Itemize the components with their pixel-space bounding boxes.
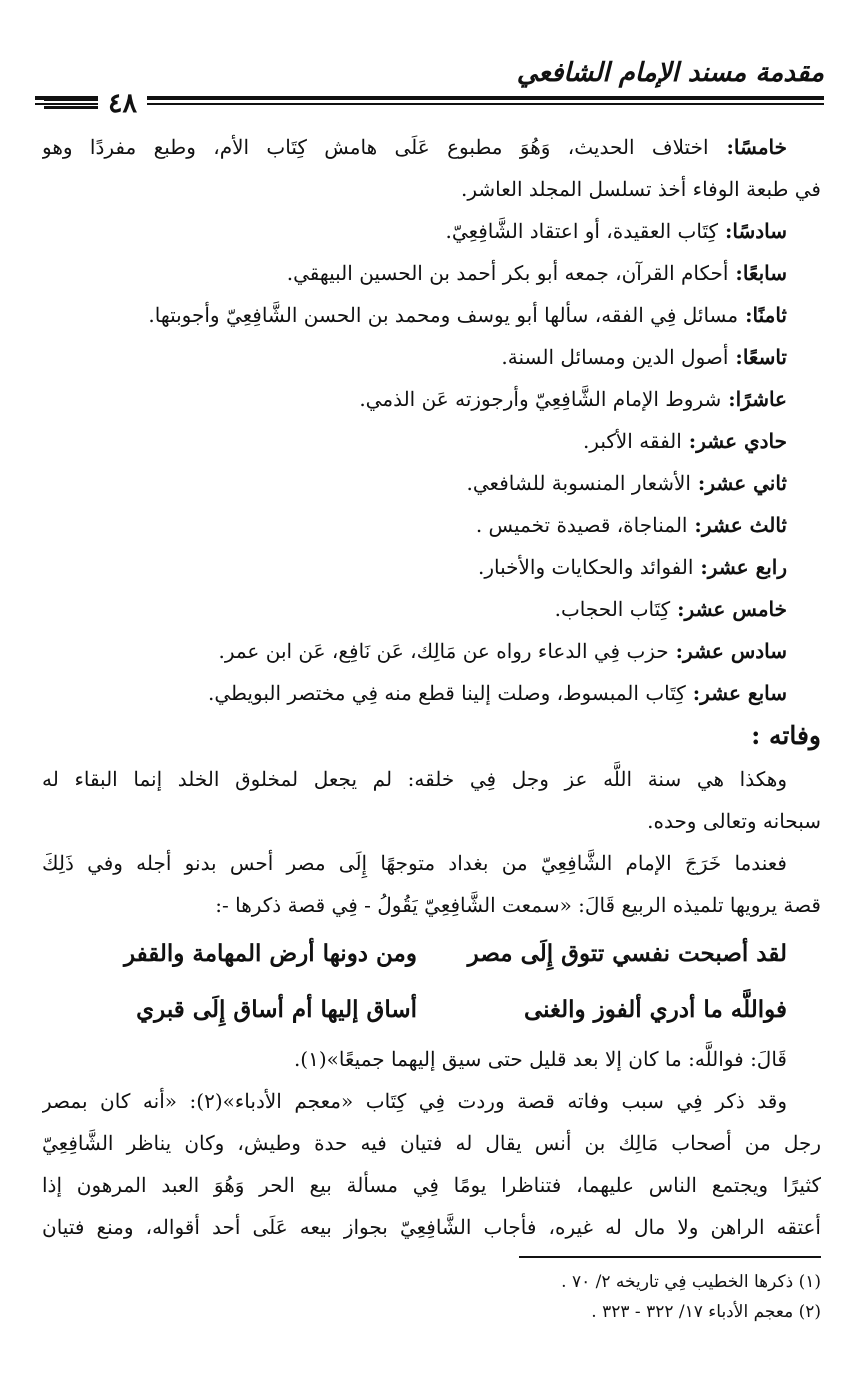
- works-list-item: رابع عشر: الفوائد والحكايات والأخبار.: [478, 555, 787, 579]
- works-list-item: ثاني عشر: الأشعار المنسوبة للشافعي.: [466, 471, 787, 495]
- works-list-item: حادي عشر: الفقه الأكبر.: [582, 429, 787, 453]
- works-list-item: خامسًا: اختلاف الحديث، وَهُوَ مطبوع عَلَى هامش كِتَاب الأم، وطبع مفردًا وهو: [42, 135, 787, 159]
- work-title: اختلاف الحديث، وَهُوَ مطبوع عَلَى هامش كِتَاب الأم، وطبع مفردًا وهو: [42, 135, 709, 159]
- paragraph-line: قصة يرويها تلميذه الربيع قَالَ: «سمعت الشَّافِعِيّ يَقُولُ - فِي قصة ذكرها -:: [215, 893, 821, 917]
- works-list-item: سادسًا: كِتَاب العقيدة، أو اعتقاد الشَّافِعِيّ.: [445, 219, 787, 243]
- section-heading: وفاته :: [751, 721, 821, 750]
- footnotes: [561, 1267, 821, 1327]
- verse-second-hemistich: ومن دونها أرض المهامة والقفر: [123, 940, 417, 967]
- verse-second-hemistich: أساق إليها أم أساق إِلَى قبري: [136, 996, 417, 1023]
- paragraph-line: أعتقه الراهن ولا مال له غيره، فأجاب الشَّافِعِيّ بجواز بيعه عَلَى أحد أقواله، ومنع فتيان: [42, 1215, 821, 1239]
- works-list-item: سابعًا: أحكام القرآن، جمعه أبو بكر أحمد بن الحسين البيهقي.: [286, 261, 787, 285]
- works-list-item: ثامنًا: مسائل فِي الفقه، سألها أبو يوسف ومحمد بن الحسن الشَّافِعِيّ وأجوبتها.: [148, 303, 787, 327]
- page-number-ornament: [44, 106, 98, 109]
- page-number-ornament: [44, 98, 98, 101]
- verse-first-hemistich: فواللَّه ما أدري ألفوز والغنى: [523, 996, 787, 1023]
- paragraph-line: فعندما خَرَجَ الإمام الشَّافِعِيّ من بغداد متوجهًا إِلَى مصر أحس بدنو أجله وفي ذَلِكَ: [42, 851, 787, 875]
- works-list-item: خامس عشر: كِتَاب الحجاب.: [554, 597, 787, 621]
- works-list-continuation: في طبعة الوفاء أخذ تسلسل المجلد العاشر.: [461, 177, 821, 201]
- verse-first-hemistich: لقد أصبحت نفسي تتوق إِلَى مصر: [467, 940, 787, 967]
- page-number: ٤٨: [98, 88, 147, 119]
- running-title: مقدمة مسند الإمام الشافعي: [516, 58, 824, 88]
- header-rule: [35, 96, 824, 100]
- footnote-separator: [519, 1256, 821, 1258]
- footnote: (٢) معجم الأدباء ١٧/ ٣٢٢ - ٣٢٣ .: [591, 1302, 821, 1322]
- paragraph-line: رجل من أصحاب مَالِك بن أنس يقال له فتيان فيه حدة وطيش، وكان يناظر الشَّافِعِيّ: [42, 1131, 821, 1155]
- work-ordinal: خامسًا: [733, 135, 787, 159]
- paragraph-line: سبحانه وتعالى وحده.: [647, 809, 821, 833]
- paragraph-line: قَالَ: فواللَّه: ما كان إلا بعد قليل حتى سيق إليهما جميعًا»(١).: [293, 1047, 787, 1071]
- footnote: (١) ذكرها الخطيب فِي تاريخه ٢/ ٧٠ .: [561, 1272, 821, 1292]
- paragraph-line: وهكذا هي سنة اللَّه عز وجل فِي خلقه: لم يجعل لمخلوق الخلد إنما البقاء له: [42, 767, 787, 791]
- works-list-item: ثالث عشر: المناجاة، قصيدة تخميس .: [475, 513, 787, 537]
- works-list-item: عاشرًا: شروط الإمام الشَّافِعِيّ وأرجوزته عَن الذمي.: [359, 387, 787, 411]
- paragraph-line: كثيرًا ويجتمع الناس عليهما، فتناظرا يومًا فِي مسألة بيع الحر وَهُوَ العبد المرهون إذا: [42, 1173, 821, 1197]
- works-list-item: سابع عشر: كِتَاب المبسوط، وصلت إلينا قطع منه فِي مختصر البويطي.: [208, 681, 787, 705]
- page-body: [42, 126, 821, 1248]
- paragraph-line: وقد ذكر فِي سبب وفاته قصة وردت فِي كِتَاب «معجم الأدباء»(٢): «أنه كان بمصر: [42, 1089, 787, 1113]
- verse-line: [42, 926, 821, 982]
- works-list-item: سادس عشر: حزب فِي الدعاء رواه عن مَالِك، عَن نَافِع، عَن ابن عمر.: [218, 639, 787, 663]
- works-list-item: تاسعًا: أصول الدين ومسائل السنة.: [501, 345, 787, 369]
- verse-line: [42, 982, 821, 1038]
- header-rule-thin: [35, 103, 824, 105]
